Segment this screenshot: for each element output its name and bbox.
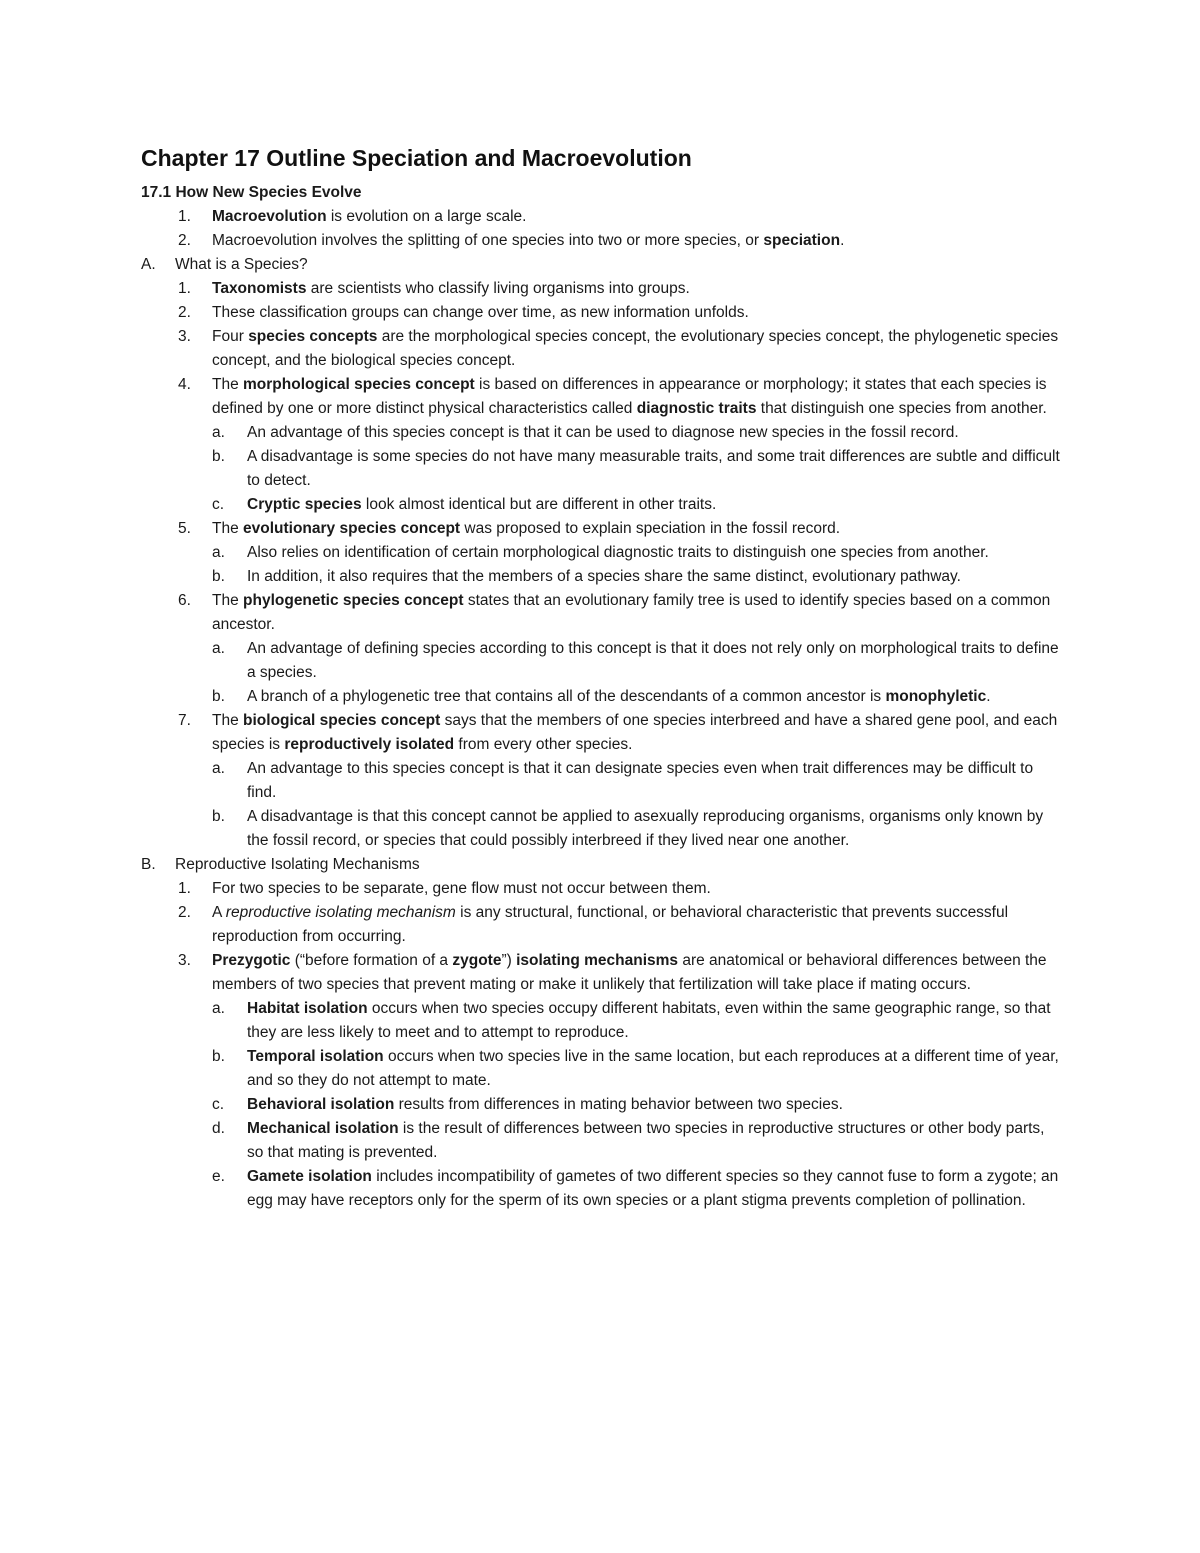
list-item — [141, 949, 1061, 997]
document-content — [141, 143, 1061, 1213]
list-item-text: An advantage of this species concept is that it can be used to diagnose new species in the fossil record. — [247, 424, 959, 441]
list-marker: a. — [212, 640, 225, 657]
list-item — [141, 1093, 1061, 1117]
list-item-text: Reproductive Isolating Mechanisms — [175, 856, 420, 873]
list-item — [141, 421, 1061, 445]
section-heading: 17.1 How New Species Evolve — [141, 184, 362, 201]
list-item — [141, 325, 1061, 373]
list-item-text: A reproductive isolating mechanism is any structural, functional, or behavioral characteristic that prevents successful reproduction from occurring. — [212, 904, 1009, 945]
list-item-text: For two species to be separate, gene flow must not occur between them. — [212, 880, 711, 897]
list-item-text: Prezygotic (“before formation of a zygote”) isolating mechanisms are anatomical or behavioral differences between the members of two species that prevent mating or make it unlikely that fertilization will take place if mating occurs. — [212, 952, 1047, 993]
list-marker: 6. — [178, 592, 191, 609]
list-marker: 5. — [178, 520, 191, 537]
list-item-text: A disadvantage is that this concept cannot be applied to asexually reproducing organisms, organisms only known by the fossil record, or species that could possibly interbreed if they lived near one another. — [247, 808, 1044, 849]
list-item — [141, 901, 1061, 949]
list-item-text: Taxonomists are scientists who classify living organisms into groups. — [212, 280, 690, 297]
list-item — [141, 277, 1061, 301]
list-item — [141, 709, 1061, 757]
list-item — [141, 685, 1061, 709]
list-item — [141, 517, 1061, 541]
list-marker: b. — [212, 1048, 225, 1065]
list-item — [141, 997, 1061, 1045]
list-marker: 2. — [178, 304, 191, 321]
list-item-text: A disadvantage is some species do not have many measurable traits, and some trait differences are subtle and difficult to detect. — [247, 448, 1060, 489]
list-marker: e. — [212, 1168, 225, 1185]
list-item-text: Mechanical isolation is the result of differences between two species in reproductive structures or other body parts, so that mating is prevented. — [247, 1120, 1045, 1161]
list-marker: b. — [212, 448, 225, 465]
list-marker: b. — [212, 688, 225, 705]
list-marker: 4. — [178, 376, 191, 393]
list-item-text: These classification groups can change over time, as new information unfolds. — [212, 304, 749, 321]
list-item — [141, 805, 1061, 853]
list-marker: B. — [141, 856, 156, 873]
list-marker: d. — [212, 1120, 225, 1137]
outline-heading — [141, 253, 1061, 277]
list-item-text: Behavioral isolation results from differences in mating behavior between two species. — [247, 1096, 843, 1113]
list-marker: 1. — [178, 280, 191, 297]
list-marker: a. — [212, 1000, 225, 1017]
page-title: Chapter 17 Outline Speciation and Macroevolution — [141, 145, 692, 171]
list-marker: 1. — [178, 208, 191, 225]
list-item-text: Cryptic species look almost identical but are different in other traits. — [247, 496, 717, 513]
list-marker: 3. — [178, 952, 191, 969]
list-item-text: Gamete isolation includes incompatibility of gametes of two different species so they cannot fuse to form a zygote; an egg may have receptors only for the sperm of its own species or a plant stigma prevents completion of pollination. — [247, 1168, 1059, 1209]
list-item-text: The biological species concept says that the members of one species interbreed and have a shared gene pool, and each species is reproductively isolated from every other species. — [212, 712, 1058, 753]
list-marker: c. — [212, 1096, 225, 1113]
list-marker: A. — [141, 256, 156, 273]
list-marker: 1. — [178, 880, 191, 897]
list-item — [141, 493, 1061, 517]
list-marker: 2. — [178, 904, 191, 921]
list-item — [141, 1165, 1061, 1213]
list-item-text: In addition, it also requires that the members of a species share the same distinct, evolutionary pathway. — [247, 568, 961, 585]
list-item-text: A branch of a phylogenetic tree that contains all of the descendants of a common ancestor is monophyletic. — [247, 688, 991, 705]
list-item-text: The evolutionary species concept was proposed to explain speciation in the fossil record. — [212, 520, 841, 537]
list-item — [141, 1117, 1061, 1165]
list-item-text: An advantage to this species concept is that it can designate species even when trait differences may be difficult to find. — [247, 760, 1034, 801]
outline-heading — [141, 853, 1061, 877]
list-marker: a. — [212, 760, 225, 777]
list-marker: c. — [212, 496, 225, 513]
list-item-text: Temporal isolation occurs when two species live in the same location, but each reproduces at a different time of year, and so they do not attempt to mate. — [247, 1048, 1059, 1089]
list-marker: b. — [212, 568, 225, 585]
list-item — [141, 877, 1061, 901]
list-item-text: Habitat isolation occurs when two species occupy different habitats, even within the same geographic range, so that they are less likely to meet and to attempt to reproduce. — [247, 1000, 1051, 1041]
list-item — [141, 589, 1061, 637]
list-item — [141, 301, 1061, 325]
list-item-text: Four species concepts are the morphological species concept, the evolutionary species concept, the phylogenetic species concept, and the biological species concept. — [212, 328, 1059, 369]
list-marker: 7. — [178, 712, 191, 729]
list-item-text: An advantage of defining species according to this concept is that it does not rely only on morphological traits to define a species. — [247, 640, 1059, 681]
list-item — [141, 373, 1061, 421]
list-marker: a. — [212, 424, 225, 441]
list-marker: 2. — [178, 232, 191, 249]
list-item — [141, 205, 1061, 229]
list-item — [141, 541, 1061, 565]
list-item-text: The phylogenetic species concept states that an evolutionary family tree is used to identify species based on a common ancestor. — [212, 592, 1051, 633]
list-item — [141, 637, 1061, 685]
list-item-text: The morphological species concept is based on differences in appearance or morphology; it states that each species is defined by one or more distinct physical characteristics called diagnostic traits that distinguish one species from another. — [212, 376, 1047, 417]
outline-list — [141, 205, 1061, 1213]
list-item-text: Also relies on identification of certain morphological diagnostic traits to distinguish one species from another. — [247, 544, 989, 561]
list-marker: 3. — [178, 328, 191, 345]
list-item — [141, 1045, 1061, 1093]
list-item — [141, 757, 1061, 805]
list-marker: a. — [212, 544, 225, 561]
list-marker: b. — [212, 808, 225, 825]
list-item-text: What is a Species? — [175, 256, 308, 273]
list-item — [141, 229, 1061, 253]
list-item — [141, 565, 1061, 589]
list-item-text: Macroevolution is evolution on a large scale. — [212, 208, 527, 225]
list-item-text: Macroevolution involves the splitting of one species into two or more species, or speciation. — [212, 232, 845, 249]
list-item — [141, 445, 1061, 493]
